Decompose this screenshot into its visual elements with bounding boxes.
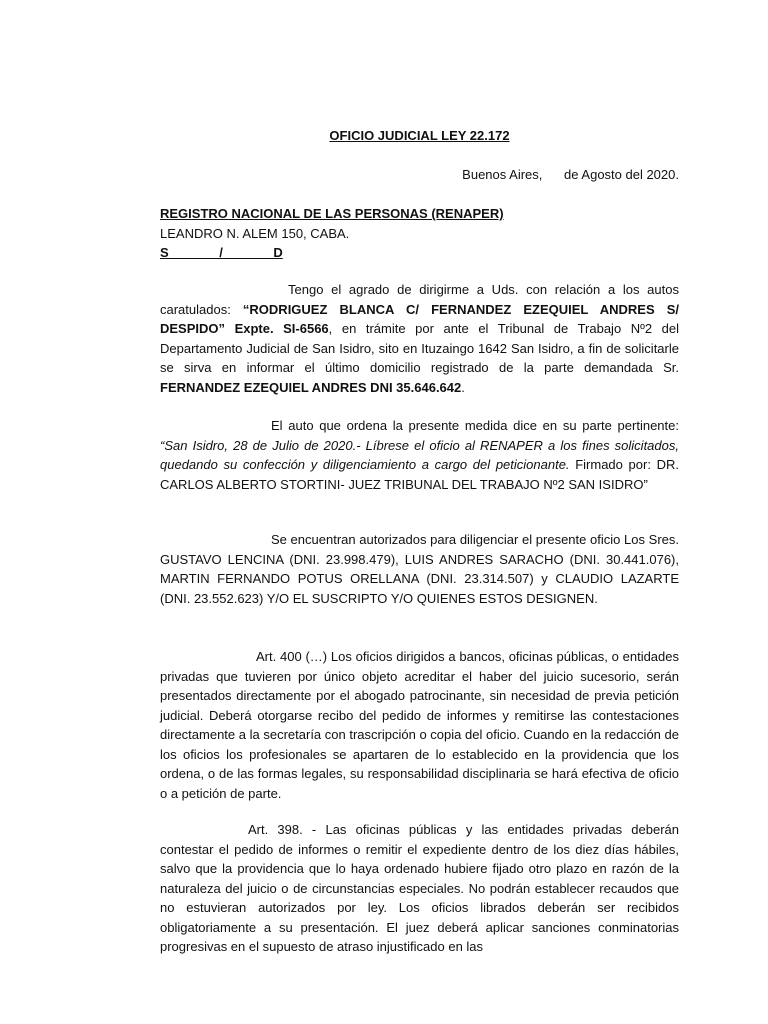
paragraph-autos <box>160 280 679 397</box>
recipient-sd: S / D <box>160 245 283 260</box>
defendant-name: FERNANDEZ EZEQUIEL ANDRES DNI 35.646.642 <box>160 379 462 395</box>
paragraph-autos-text-2: , en trámite por ante el Tribunal de Trabajo Nº2 del Departamento Judicial de San Isidro, sito en Ituzaingo 1642 San Isidro, a fin de solicitarle se sirva en informar el último domicilio registrado de la parte demandada Sr. <box>160 321 679 375</box>
document-title: OFICIO JUDICIAL LEY 22.172 <box>329 128 510 143</box>
recipient-address: LEANDRO N. ALEM 150, CABA. <box>160 225 350 241</box>
art-398-text: Art. 398. - Las oficinas públicas y las entidades privadas deberán contestar el pedido de informes o remitir el expediente dentro de los diez días hábiles, salvo que la providencia que lo haya ordenado hubiere fijado otro plazo en razón de la naturaleza del juicio o de circunstancias especiales. No podrán establecer recaudos que no estuvieran autorizados por ley. Los oficios librados deberán ser recibidos obligatoriamente a su presentación. El juez deberá aplicar sanciones conminatorias progresivas en el supuesto de atraso injustificado en las <box>160 822 679 954</box>
paragraph-auto-ordena <box>160 416 679 494</box>
date-line: Buenos Aires, de Agosto del 2020. <box>462 167 679 182</box>
court-order-quote: “San Isidro, 28 de Julio de 2020.- Líbrese el oficio al RENAPER a los fines solicitados, quedando su confección y diligenciamiento a cargo del peticionante. <box>160 437 679 472</box>
paragraph-auto-text-1: El auto que ordena la presente medida dice en su parte pertinente: <box>271 418 679 433</box>
recipient-block <box>160 204 679 263</box>
case-caption: “RODRIGUEZ BLANCA C/ FERNANDEZ EZEQUIEL ANDRES S/ DESPIDO” Expte. SI-6566 <box>160 301 680 336</box>
paragraph-autos-text-1: Tengo el agrado de dirigirme a Uds. con relación a los autos caratulados: <box>160 282 679 317</box>
authorized-persons-text: Se encuentran autorizados para diligenciar el presente oficio Los Sres. GUSTAVO LENCINA (DNI. 23.998.479), LUIS ANDRES SARACHO (DNI. 30.441.076), MARTIN FERNANDO POTUS ORELLANA (DNI. 23.314.507) y CLAUDIO LAZARTE (DNI. 23.552.623) Y/O EL SUSCRIPTO Y/O QUIENES ESTOS DESIGNEN. <box>160 532 679 606</box>
signed-by-text: Firmado por: DR. CARLOS ALBERTO STORTINI- JUEZ TRIBUNAL DEL TRABAJO Nº2 SAN ISIDRO” <box>160 457 679 492</box>
paragraph-autos-text-3: . <box>461 379 465 395</box>
art-400-text: Art. 400 (…) Los oficios dirigidos a bancos, oficinas públicas, o entidades privadas que tuvieren por único objeto acreditar el haber del juicio sucesorio, serán presentados directamente por el abogado patrocinante, sin necesidad de previa petición judicial. Deberá otorgarse recibo del pedido de informes y remitirse las contestaciones directamente a la secretaría con trascripción o copia del oficio. Cuando en la redacción de los oficios los profesionales se apartaren de lo establecido en la providencia que los ordena, o de las formas legales, su responsabilidad disciplinaria se hará efectiva de oficio o a petición de parte. <box>160 649 679 801</box>
paragraph-art-398 <box>160 820 679 957</box>
recipient-name: REGISTRO NACIONAL DE LAS PERSONAS (RENAPER) <box>160 206 504 221</box>
paragraph-autorizados <box>160 530 679 608</box>
paragraph-art-400 <box>160 647 679 803</box>
